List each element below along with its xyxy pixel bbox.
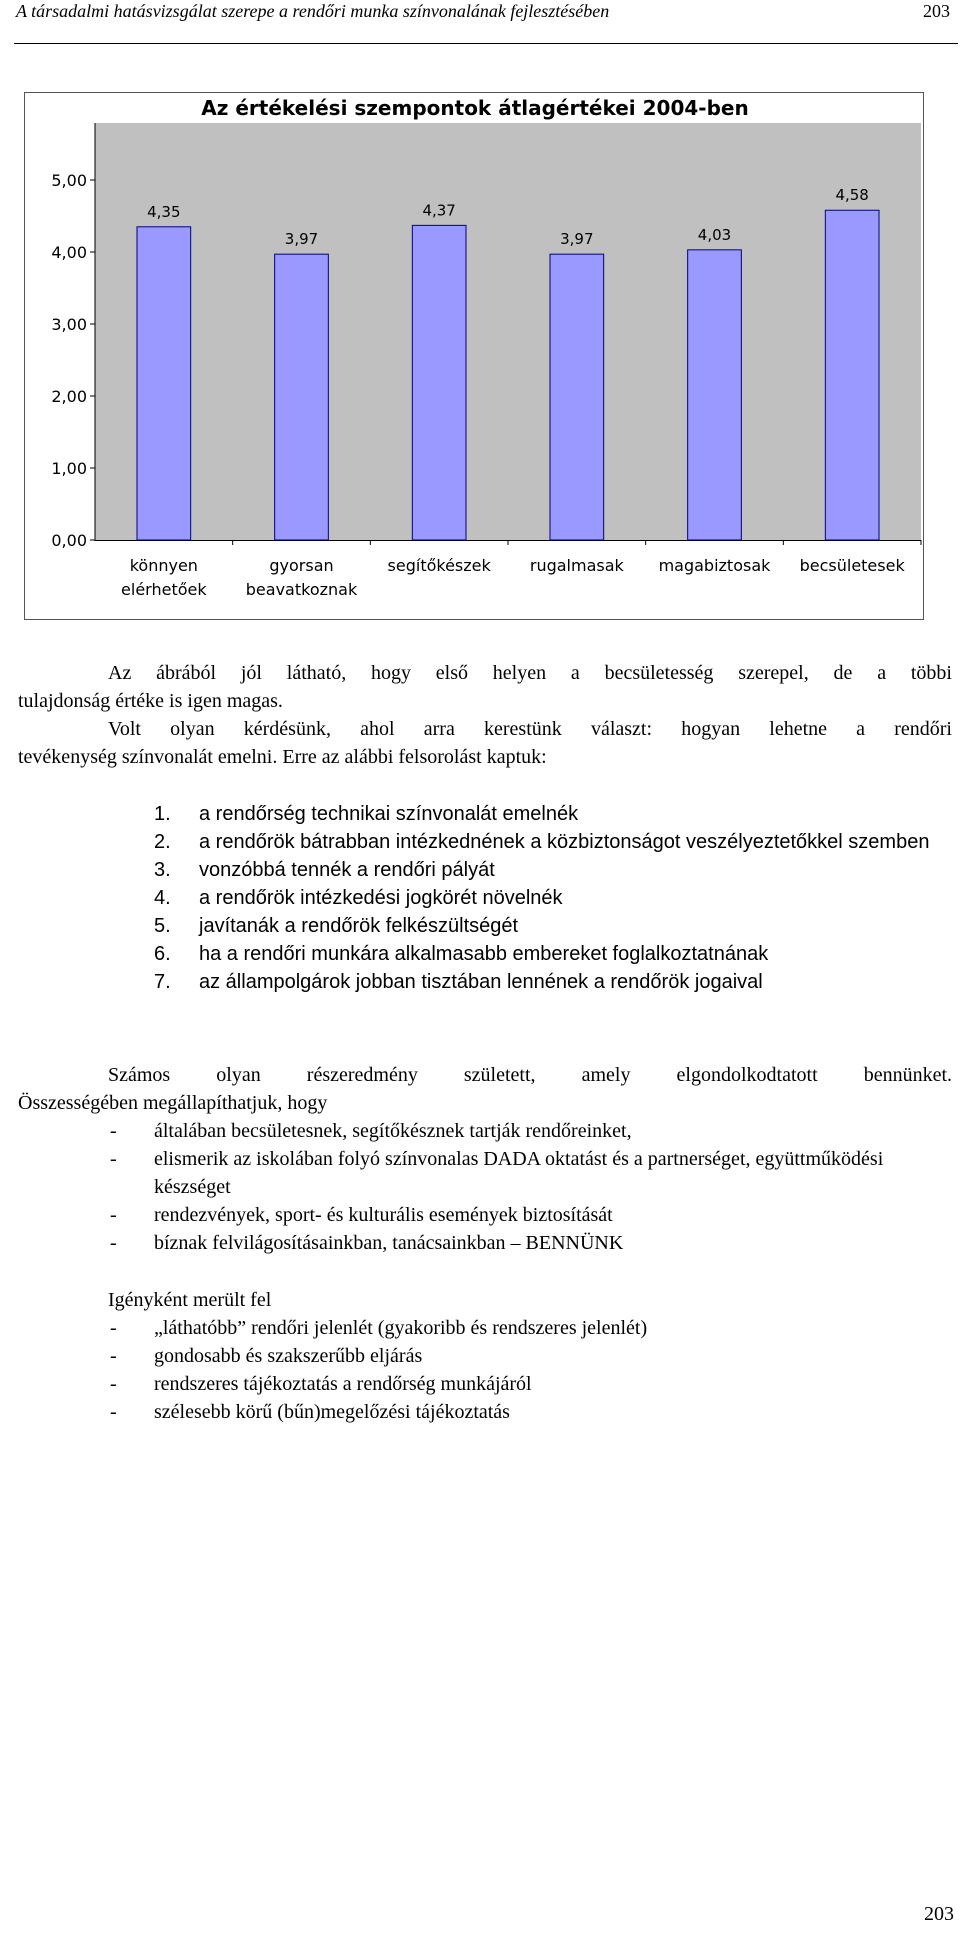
bar (137, 227, 191, 540)
data-label: 4,58 (835, 186, 869, 205)
bar-chart-svg (25, 93, 923, 619)
x-tick-label: rugalmasak (529, 556, 624, 575)
running-header-title: A társadalmi hatásvizsgálat szerepe a rendőri munka színvonalának fejlesztésében (16, 1, 610, 21)
data-label: 4,37 (422, 201, 456, 220)
item-dash: - (110, 1148, 117, 1170)
item-text: „láthatóbb” rendőri jelenlét (gyakoribb és rendszeres jelenlét) (154, 1317, 648, 1339)
numbered-item (0, 856, 960, 884)
bar (825, 210, 879, 540)
y-tick-label: 4,00 (51, 243, 87, 262)
needs-list (0, 1314, 960, 1426)
x-tick-label: becsületesek (799, 556, 905, 575)
paragraph-1-line-2: tulajdonság értéke is igen magas. (18, 690, 283, 712)
item-text: a rendőrség technikai színvonalát emelnék (199, 803, 579, 825)
data-label: 3,97 (284, 230, 319, 249)
data-label: 4,35 (147, 202, 181, 221)
item-number: 7. (154, 971, 171, 993)
bar (550, 254, 604, 540)
y-tick-label: 5,00 (51, 171, 87, 190)
numbered-item (0, 968, 960, 996)
item-number: 3. (154, 859, 171, 881)
item-text: ha a rendőri munkára alkalmasabb embereket foglalkoztatnának (199, 943, 769, 965)
item-text: elismerik az iskolában folyó színvonalas DADA oktatást és a partnerséget, együttműködési készséget (154, 1148, 884, 1198)
needs-item (0, 1342, 960, 1370)
findings-item (0, 1229, 960, 1257)
item-dash: - (110, 1373, 117, 1395)
item-text: rendszeres tájékoztatás a rendőrség munkájáról (154, 1373, 532, 1395)
y-tick-label: 0,00 (51, 531, 87, 550)
item-dash: - (110, 1345, 117, 1367)
bar (275, 254, 329, 540)
x-tick-label: könnyen (129, 556, 198, 575)
numbered-item (0, 884, 960, 912)
item-number: 2. (154, 831, 171, 853)
item-text: általában becsületesnek, segítőkésznek tartják rendőreinket, (154, 1120, 632, 1142)
x-tick-label: gyorsan (269, 556, 334, 575)
item-text: vonzóbbá tennék a rendőri pályát (199, 859, 495, 881)
item-number: 1. (154, 803, 171, 825)
numbered-item (0, 940, 960, 968)
x-tick-label: magabiztosak (658, 556, 771, 575)
findings-item (0, 1201, 960, 1229)
x-tick-label: beavatkoznak (245, 580, 358, 599)
paragraph-2-line-2: tevékenység színvonalát emelni. Erre az alábbi felsorolást kaptuk: (18, 746, 547, 768)
paragraph-1-line-1: Az ábrából jól látható, hogy első helyen a becsületesség szerepel, de a többi (108, 662, 952, 684)
needs-intro: Igényként merült fel (108, 1289, 272, 1311)
item-dash: - (110, 1401, 117, 1423)
running-header (14, 0, 958, 44)
numbered-item (0, 800, 960, 828)
item-text: javítanák a rendőrök felkészültségét (199, 915, 519, 937)
item-text: az állampolgárok jobban tisztában lennének a rendőrök jogaival (199, 971, 763, 993)
item-number: 4. (154, 887, 171, 909)
x-tick-label: segítőkészek (387, 556, 491, 575)
plot-area (95, 123, 921, 541)
findings-item (0, 1145, 960, 1201)
item-dash: - (110, 1317, 117, 1339)
y-tick-label: 2,00 (51, 387, 87, 406)
item-dash: - (110, 1232, 117, 1254)
data-label: 4,03 (697, 225, 732, 244)
x-tick-label: elérhetőek (121, 580, 207, 599)
bar-chart (24, 92, 924, 620)
item-number: 5. (154, 915, 171, 937)
item-number: 6. (154, 943, 171, 965)
numbered-item (0, 912, 960, 940)
item-text: gondosabb és szakszerűbb eljárás (154, 1345, 423, 1367)
paragraph-2-line-1: Volt olyan kérdésünk, ahol arra kerestünk választ: hogyan lehetne a rendőri (108, 718, 952, 740)
item-text: bíznak felvilágosításainkban, tanácsainkban – BENNÜNK (154, 1232, 624, 1254)
data-label: 3,97 (560, 230, 594, 249)
item-text: a rendőrök bátrabban intézkednének a közbiztonságot veszélyeztetőkkel szemben (199, 831, 930, 853)
chart-title: Az értékelési szempontok átlagértékei 2004-ben (201, 96, 749, 120)
paragraph-3-line-2: Összességében megállapíthatjuk, hogy (18, 1092, 328, 1114)
needs-item (0, 1370, 960, 1398)
item-dash: - (110, 1204, 117, 1226)
numbered-list (0, 800, 960, 996)
item-text: szélesebb körű (bűn)megelőzési tájékoztatás (154, 1401, 510, 1423)
bar (412, 225, 466, 540)
findings-list (0, 1117, 960, 1257)
paragraph-3-line-1: Számos olyan részeredmény született, amely elgondolkodtatott bennünket. (108, 1064, 952, 1086)
needs-item (0, 1398, 960, 1426)
header-page-number: 203 (923, 1, 950, 21)
y-tick-label: 1,00 (51, 459, 87, 478)
needs-item (0, 1314, 960, 1342)
y-tick-label: 3,00 (51, 315, 87, 334)
footer-page-number: 203 (924, 1903, 954, 1925)
numbered-item (0, 828, 960, 856)
findings-item (0, 1117, 960, 1145)
item-dash: - (110, 1120, 117, 1142)
bar (688, 250, 742, 540)
item-text: a rendőrök intézkedési jogkörét növelnék (199, 887, 563, 909)
item-text: rendezvények, sport- és kulturális események biztosítását (154, 1204, 613, 1226)
